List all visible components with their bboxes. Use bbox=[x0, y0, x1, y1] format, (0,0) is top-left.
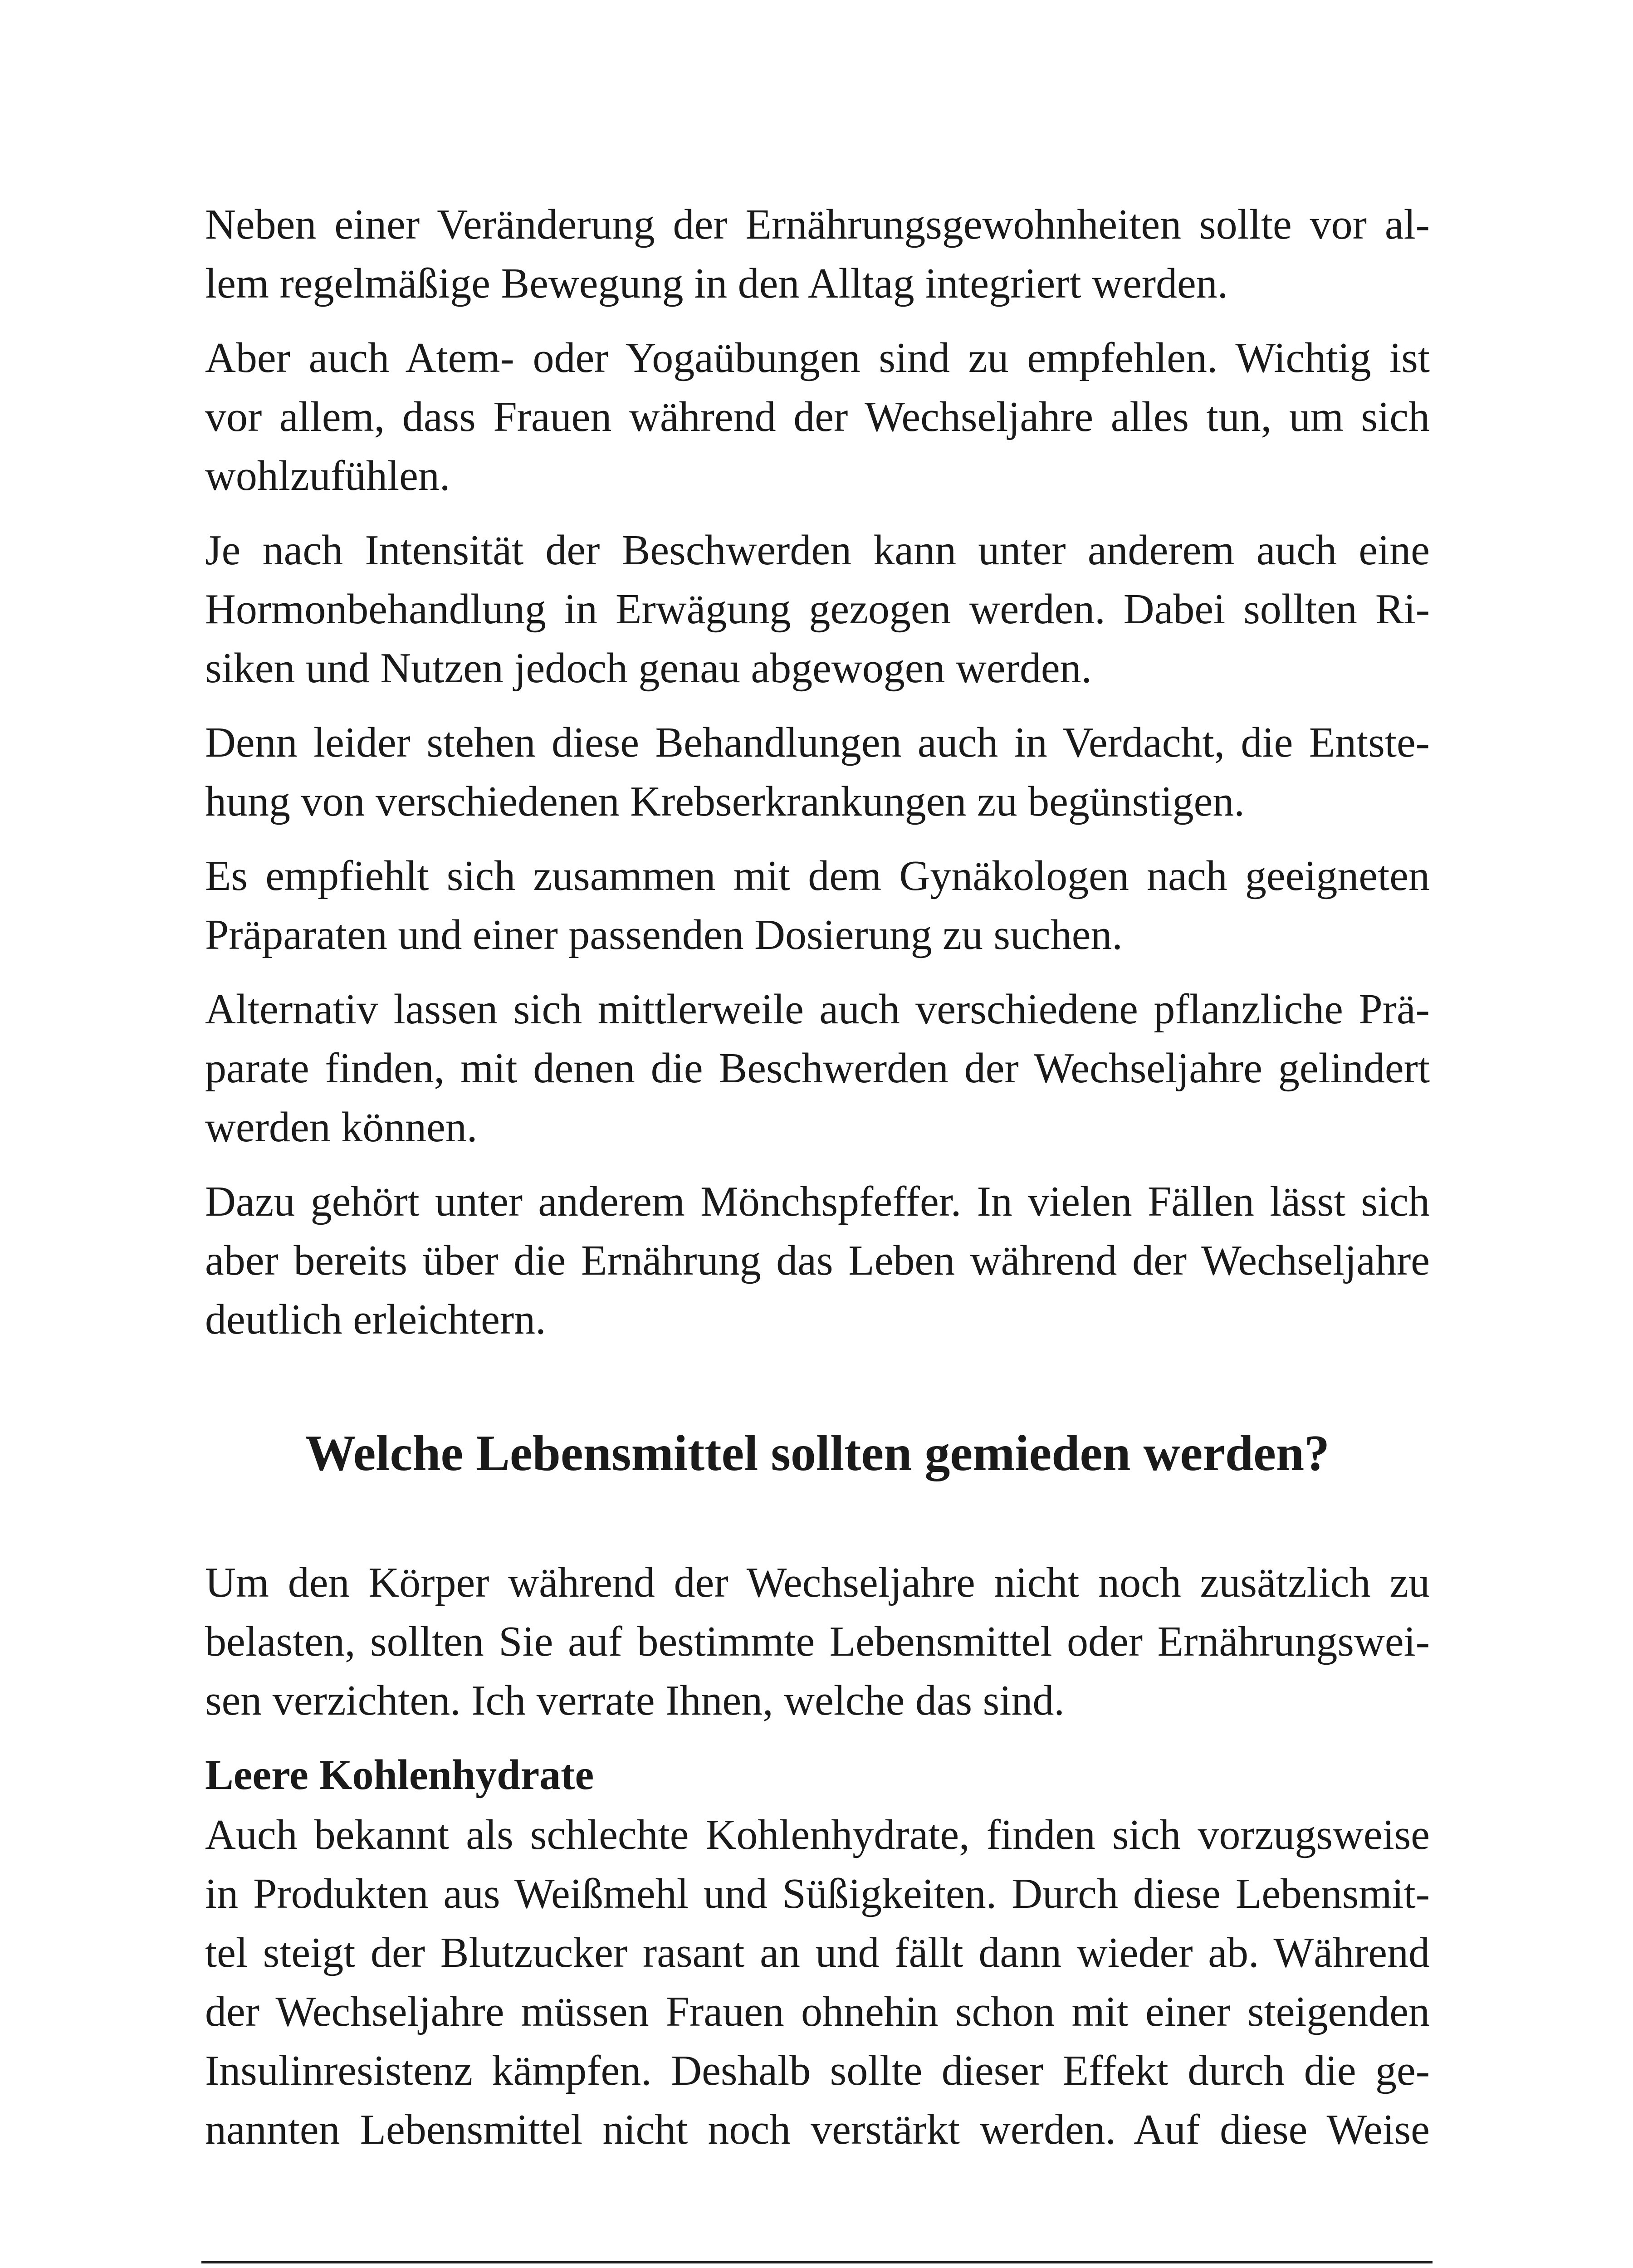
text-line: Dazu gehört unter anderem Mönchspfeffer. In vielen Fällen lässt sich bbox=[205, 1178, 1430, 1225]
text-line: der Wechseljahre müssen Frauen ohnehin schon mit einer steigenden bbox=[205, 1988, 1430, 2035]
text-line: vor allem, dass Frauen während der Wechseljahre alles tun, um sich bbox=[205, 393, 1430, 440]
paragraph bbox=[205, 980, 1430, 1157]
text-line: Auch bekannt als schlechte Kohlenhydrate, finden sich vorzugsweise bbox=[205, 1811, 1430, 1858]
section-heading: Welche Lebensmittel sollten gemieden werden? bbox=[305, 1425, 1330, 1481]
text-line: Insulinresistenz kämpfen. Deshalb sollte dieser Effekt durch die ge- bbox=[205, 2047, 1430, 2094]
paragraph bbox=[205, 195, 1430, 313]
text-line: parate finden, mit denen die Beschwerden der Wechseljahre gelindert bbox=[205, 1045, 1430, 1092]
text-line: sen verzichten. Ich verrate Ihnen, welche das sind. bbox=[205, 1677, 1065, 1724]
footer-rule bbox=[201, 2261, 1433, 2263]
text-line: in Produkten aus Weißmehl und Süßigkeiten. Durch diese Lebensmit- bbox=[205, 1870, 1430, 1917]
text-line: Neben einer Veränderung der Ernährungsgewohnheiten sollte vor al- bbox=[205, 201, 1430, 248]
paragraph bbox=[205, 713, 1430, 831]
text-line: Aber auch Atem- oder Yogaübungen sind zu empfehlen. Wichtig ist bbox=[205, 334, 1430, 381]
text-line: Denn leider stehen diese Behandlungen auch in Verdacht, die Entste- bbox=[205, 719, 1430, 766]
text-line: werden können. bbox=[205, 1104, 478, 1151]
text-line: belasten, sollten Sie auf bestimmte Lebensmittel oder Ernährungswei- bbox=[205, 1618, 1430, 1665]
paragraph bbox=[205, 846, 1430, 964]
text-line: nannten Lebensmittel nicht noch verstärkt werden. Auf diese Weise bbox=[205, 2106, 1430, 2153]
text-line: lem regelmäßige Bewegung in den Alltag integriert werden. bbox=[205, 260, 1228, 307]
paragraph bbox=[205, 328, 1430, 505]
text-line: Um den Körper während der Wechseljahre nicht noch zusätzlich zu bbox=[205, 1559, 1430, 1606]
text-line: tel steigt der Blutzucker rasant an und fällt dann wieder ab. Während bbox=[205, 1929, 1430, 1976]
page-body bbox=[205, 195, 1430, 2175]
paragraph bbox=[205, 1172, 1430, 1349]
subsection-paragraph bbox=[205, 1805, 1430, 2159]
text-line: siken und Nutzen jedoch genau abgewogen werden. bbox=[205, 645, 1092, 692]
subheading: Leere Kohlenhydrate bbox=[205, 1751, 594, 1799]
text-line: hung von verschiedenen Krebserkrankungen zu begünstigen. bbox=[205, 778, 1245, 825]
text-line: aber bereits über die Ernährung das Leben während der Wechseljahre bbox=[205, 1237, 1430, 1284]
text-line: Alternativ lassen sich mittlerweile auch verschiedene pflanzliche Prä- bbox=[205, 986, 1430, 1033]
text-line: Es empfiehlt sich zusammen mit dem Gynäkologen nach geeigneten bbox=[205, 852, 1430, 899]
section-intro-paragraph bbox=[205, 1553, 1430, 1730]
text-line: Hormonbehandlung in Erwägung gezogen werden. Dabei sollten Ri- bbox=[205, 586, 1430, 633]
text-line: wohlzufühlen. bbox=[205, 452, 450, 499]
paragraph bbox=[205, 521, 1430, 698]
text-line: Präparaten und einer passenden Dosierung zu suchen. bbox=[205, 911, 1123, 958]
text-line: deutlich erleichtern. bbox=[205, 1296, 546, 1343]
text-line: Je nach Intensität der Beschwerden kann unter anderem auch eine bbox=[205, 527, 1430, 574]
